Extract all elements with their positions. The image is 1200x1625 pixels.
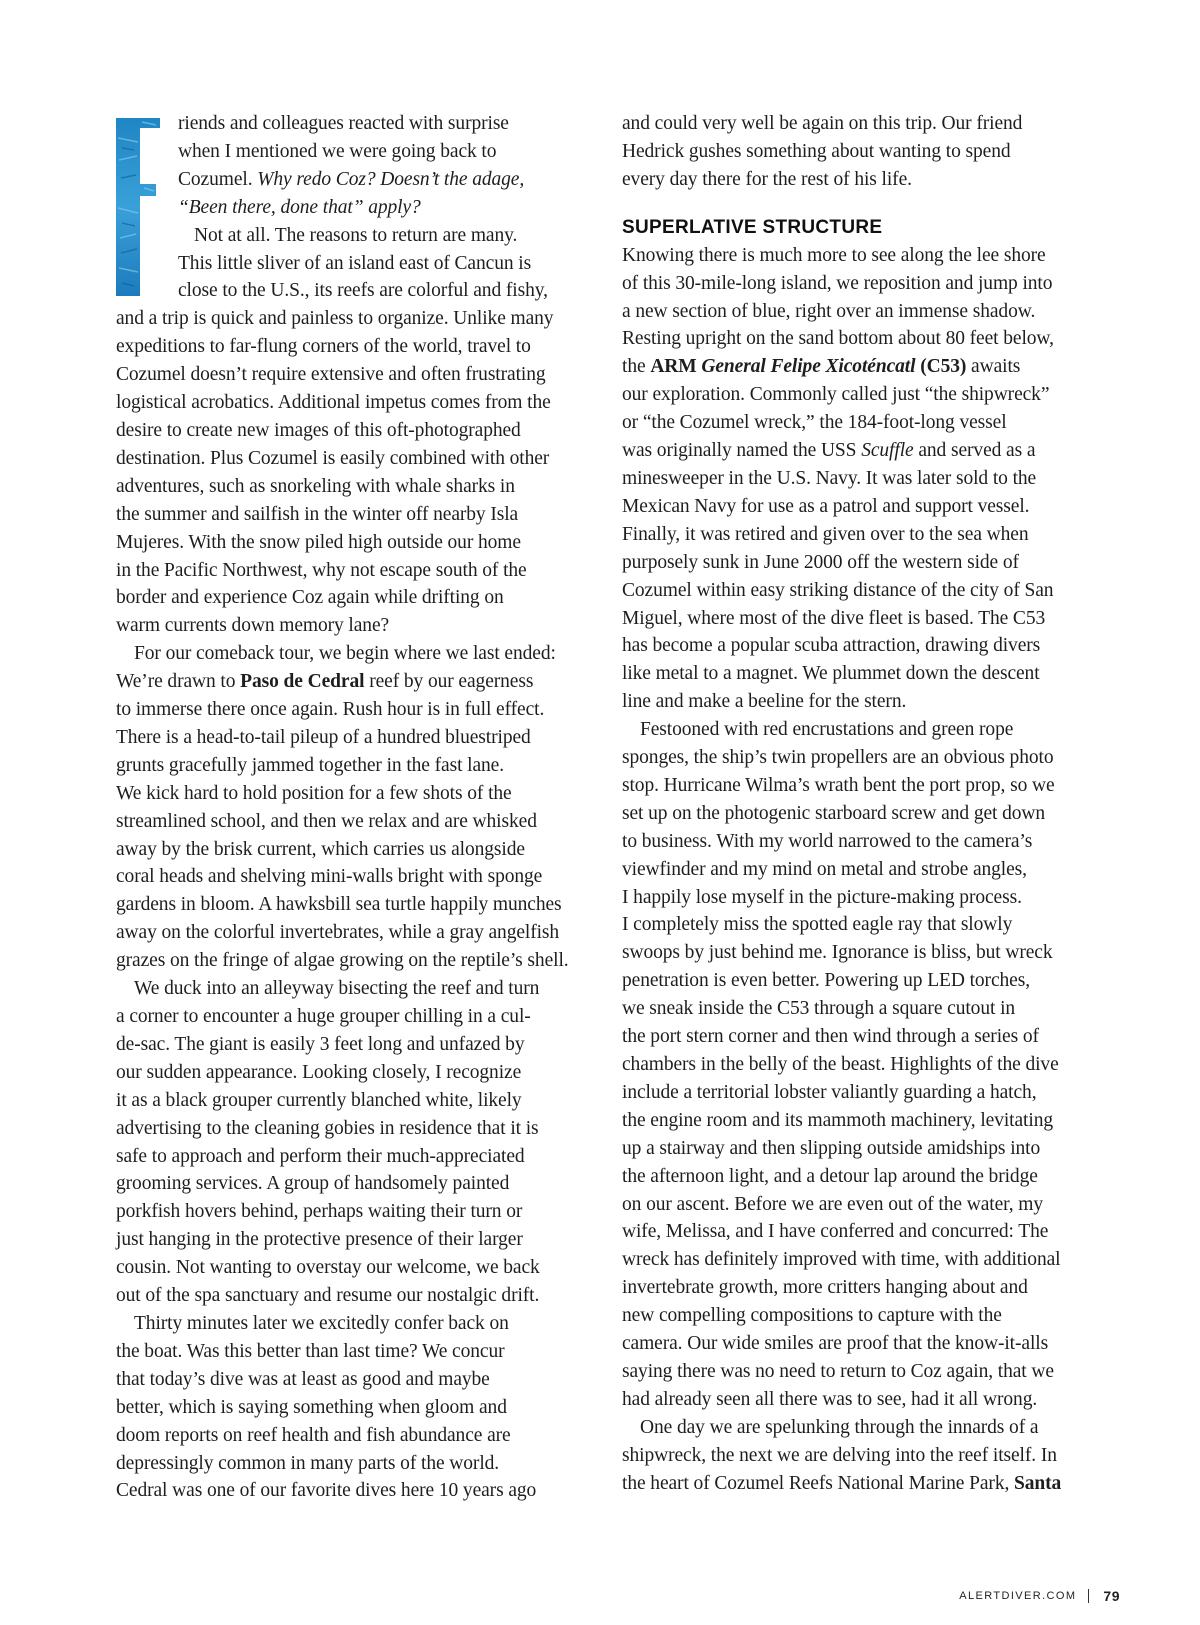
text-line: had already seen all there was to see, had it all wrong. bbox=[622, 1388, 1038, 1410]
text-line: it as a black grouper currently blanched white, likely bbox=[116, 1089, 522, 1111]
text-line: chambers in the belly of the beast. Highlights of the dive bbox=[622, 1054, 1059, 1075]
text-line: up a stairway and then slipping outside amidships into bbox=[622, 1137, 1041, 1159]
text-line: our sudden appearance. Looking closely, I recognize bbox=[116, 1061, 522, 1083]
text-line: set up on the photogenic starboard screw and get down bbox=[622, 802, 1046, 824]
text-line: purposely sunk in June 2000 off the western side of bbox=[622, 551, 1019, 573]
text-line: coral heads and shelving mini-walls bright with sponge bbox=[116, 866, 543, 888]
text-line: Cedral was one of our favorite dives here 10 years ago bbox=[116, 1480, 537, 1502]
text-line: I happily lose myself in the picture-making process. bbox=[622, 886, 1022, 908]
text-line: swoops by just behind me. Ignorance is bliss, but wreck bbox=[622, 942, 1053, 964]
paragraph-confer bbox=[116, 1310, 586, 1505]
italic-quote: Why redo Coz? Doesn’t the adage, bbox=[257, 168, 525, 190]
bold-site-name: Santa bbox=[1014, 1472, 1062, 1494]
text-line: on our ascent. Before we are even out of the water, my bbox=[622, 1193, 1044, 1215]
text-line: One day we are spelunking through the innards of a bbox=[640, 1416, 1039, 1438]
text-line: desire to create new images of this oft-photographed bbox=[116, 419, 521, 441]
italic-quote: “Been there, done that” apply? bbox=[178, 196, 421, 218]
paragraph-comeback bbox=[116, 640, 586, 975]
text-line: We duck into an alleyway bisecting the reef and turn bbox=[134, 978, 540, 1000]
text-line: the afternoon light, and a detour lap around the bridge bbox=[622, 1165, 1038, 1187]
right-column bbox=[622, 110, 1092, 1498]
text-line: viewfinder and my mind on metal and strobe angles, bbox=[622, 858, 1027, 880]
text-line: of this 30-mile-long island, we reposition and jump into bbox=[622, 272, 1053, 294]
text-line: Resting upright on the sand bottom about 80 feet below, bbox=[622, 328, 1054, 350]
paragraph-intro bbox=[116, 110, 586, 222]
text-line: a new section of blue, right over an immense shadow. bbox=[622, 300, 1036, 322]
bold-ship-code: (C53) bbox=[920, 356, 967, 378]
text-line: Mujeres. With the snow piled high outside our home bbox=[116, 531, 521, 553]
text-line: doom reports on reef health and fish abundance are bbox=[116, 1424, 511, 1446]
text-line bbox=[622, 1470, 1092, 1498]
text-span: awaits bbox=[966, 356, 1021, 378]
text-line: riends and colleagues reacted with surprise bbox=[178, 113, 509, 134]
paragraph-reasons bbox=[116, 222, 586, 641]
paragraph-wreck bbox=[622, 242, 1092, 716]
bold-site-name: Paso de Cedral bbox=[240, 671, 365, 693]
text-span: reef by our eagerness bbox=[364, 671, 534, 693]
page-footer bbox=[959, 1588, 1120, 1604]
text-span: and served as a bbox=[913, 440, 1036, 462]
text-span: was originally named the USS bbox=[622, 440, 862, 462]
text-line: Mexican Navy for use as a patrol and support vessel. bbox=[622, 495, 1030, 517]
text-line: to business. With my world narrowed to the camera’s bbox=[622, 830, 1033, 852]
text-line: cousin. Not wanting to overstay our welcome, we back bbox=[116, 1257, 540, 1279]
text-line: the boat. Was this better than last time? We concur bbox=[116, 1340, 505, 1362]
text-line: de-sac. The giant is easily 3 feet long and unfazed by bbox=[116, 1033, 525, 1055]
text-line: There is a head-to-tail pileup of a hundred bluestriped bbox=[116, 726, 531, 748]
text-line: I completely miss the spotted eagle ray that slowly bbox=[622, 914, 1013, 936]
text-line: penetration is even better. Powering up LED torches, bbox=[622, 970, 1030, 992]
paragraph-spelunking bbox=[622, 1414, 1092, 1498]
section-heading: SUPERLATIVE STRUCTURE bbox=[622, 216, 883, 238]
text-line: invertebrate growth, more critters hanging about and bbox=[622, 1277, 1028, 1299]
text-line: Festooned with red encrustations and green rope bbox=[640, 719, 1014, 741]
text-line: or “the Cozumel wreck,” the 184-foot-long vessel bbox=[622, 412, 1007, 434]
text-line: saying there was no need to return to Coz again, that we bbox=[622, 1360, 1054, 1382]
text-line: out of the spa sanctuary and resume our nostalgic drift. bbox=[116, 1285, 540, 1307]
text-line bbox=[622, 437, 1092, 465]
text-line: expeditions to far-flung corners of the world, travel to bbox=[116, 336, 531, 358]
text-line: the summer and sailfish in the winter off nearby Isla bbox=[116, 503, 519, 525]
text-span: the bbox=[622, 356, 651, 378]
text-line: warm currents down memory lane? bbox=[116, 615, 390, 637]
text-line: in the Pacific Northwest, why not escape south of the bbox=[116, 559, 527, 581]
text-line bbox=[178, 194, 586, 222]
text-line: away by the brisk current, which carries us alongside bbox=[116, 838, 525, 860]
text-line: streamlined school, and then we relax and are whisked bbox=[116, 810, 537, 832]
text-line: when I mentioned we were going back to bbox=[178, 140, 497, 162]
bold-italic-ship-name: General Felipe Xicoténcatl bbox=[701, 356, 916, 378]
text-line bbox=[116, 668, 586, 696]
text-line: Cozumel doesn’t require extensive and often frustrating bbox=[116, 364, 546, 386]
text-line: line and make a beeline for the stern. bbox=[622, 691, 907, 713]
text-line: adventures, such as snorkeling with whale sharks in bbox=[116, 475, 515, 497]
text-line bbox=[622, 353, 1092, 381]
text-line: destination. Plus Cozumel is easily combined with other bbox=[116, 447, 550, 469]
text-line: minesweeper in the U.S. Navy. It was later sold to the bbox=[622, 467, 1037, 489]
text-line: the engine room and its mammoth machinery, levitating bbox=[622, 1109, 1053, 1131]
text-line: grazes on the fringe of algae growing on the reptile’s shell. bbox=[116, 950, 569, 972]
text-span: We’re drawn to bbox=[116, 671, 241, 693]
text-line: We kick hard to hold position for a few shots of the bbox=[116, 782, 512, 804]
text-line: close to the U.S., its reefs are colorful and fishy, bbox=[178, 280, 548, 302]
text-line: For our comeback tour, we begin where we last ended: bbox=[134, 643, 556, 665]
paragraph-continued bbox=[622, 110, 1092, 194]
text-line: border and experience Coz again while drifting on bbox=[116, 587, 504, 609]
text-line: shipwreck, the next we are delving into the reef itself. In bbox=[622, 1444, 1057, 1466]
text-line: our exploration. Commonly called just “the shipwreck” bbox=[622, 384, 1050, 406]
text-line: safe to approach and perform their much-appreciated bbox=[116, 1145, 525, 1167]
text-line: and a trip is quick and painless to organize. Unlike many bbox=[116, 308, 554, 330]
text-line: Cozumel within easy striking distance of the city of San bbox=[622, 579, 1054, 601]
text-line: every day there for the rest of his life. bbox=[622, 168, 912, 190]
text-line: we sneak inside the C53 through a square cutout in bbox=[622, 998, 1016, 1020]
text-line: Finally, it was retired and given over to the sea when bbox=[622, 523, 1029, 545]
text-line: wife, Melissa, and I have conferred and concurred: The bbox=[622, 1221, 1049, 1243]
paragraph-propellers bbox=[622, 716, 1092, 1414]
text-line: Knowing there is much more to see along the lee shore bbox=[622, 244, 1046, 266]
text-line: logistical acrobatics. Additional impetus comes from the bbox=[116, 392, 551, 414]
text-line: new compelling compositions to capture with the bbox=[622, 1305, 1002, 1327]
text-line: like metal to a magnet. We plummet down the descent bbox=[622, 663, 1040, 685]
text-line: has become a popular scuba attraction, drawing divers bbox=[622, 635, 1041, 657]
page-number: 79 bbox=[1103, 1588, 1120, 1604]
footer-site-link[interactable]: ALERTDIVER.COM bbox=[959, 1590, 1077, 1602]
text-span: the heart of Cozumel Reefs National Marine Park, bbox=[622, 1472, 1015, 1494]
text-line: camera. Our wide smiles are proof that the know-it-alls bbox=[622, 1333, 1049, 1355]
text-line: that today’s dive was at least as good and maybe bbox=[116, 1368, 490, 1390]
text-line: just hanging in the protective presence of their larger bbox=[116, 1229, 523, 1251]
paragraph-grouper bbox=[116, 975, 586, 1310]
text-line: porkfish hovers behind, perhaps waiting their turn or bbox=[116, 1201, 523, 1223]
text-line: to immerse there once again. Rush hour is in full effect. bbox=[116, 699, 545, 721]
text-line: depressingly common in many parts of the world. bbox=[116, 1452, 500, 1474]
text-line bbox=[178, 166, 586, 194]
italic-ship-name: Scuffle bbox=[861, 440, 914, 462]
text-line: grunts gracefully jammed together in the fast lane. bbox=[116, 754, 505, 776]
text-line: include a territorial lobster valiantly guarding a hatch, bbox=[622, 1081, 1037, 1103]
text-line: Hedrick gushes something about wanting to spend bbox=[622, 140, 1011, 162]
footer-divider bbox=[1088, 1589, 1089, 1603]
text-line: sponges, the ship’s twin propellers are an obvious photo bbox=[622, 747, 1054, 769]
left-column bbox=[116, 110, 586, 1505]
text-line: gardens in bloom. A hawksbill sea turtle happily munches bbox=[116, 894, 562, 916]
text-line: away on the colorful invertebrates, while a gray angelfish bbox=[116, 922, 560, 944]
text-line: better, which is saying something when gloom and bbox=[116, 1396, 507, 1418]
text-line: a corner to encounter a huge grouper chilling in a cul- bbox=[116, 1006, 531, 1027]
bold-ship-prefix: ARM bbox=[650, 356, 697, 378]
text-line: wreck has definitely improved with time, with additional bbox=[622, 1249, 1061, 1271]
text-line: grooming services. A group of handsomely painted bbox=[116, 1173, 510, 1195]
text-line: the port stern corner and then wind through a series of bbox=[622, 1026, 1039, 1048]
text-line: Thirty minutes later we excitedly confer back on bbox=[134, 1312, 509, 1334]
text-line: Not at all. The reasons to return are many. bbox=[194, 224, 518, 246]
text-line: stop. Hurricane Wilma’s wrath bent the port prop, so we bbox=[622, 774, 1055, 796]
text-line: advertising to the cleaning gobies in residence that it is bbox=[116, 1117, 539, 1139]
text-span: Cozumel. bbox=[178, 168, 253, 190]
text-line: This little sliver of an island east of Cancun is bbox=[178, 252, 532, 274]
text-line: and could very well be again on this trip. Our friend bbox=[622, 113, 1023, 134]
text-line: Miguel, where most of the dive fleet is based. The C53 bbox=[622, 607, 1046, 629]
